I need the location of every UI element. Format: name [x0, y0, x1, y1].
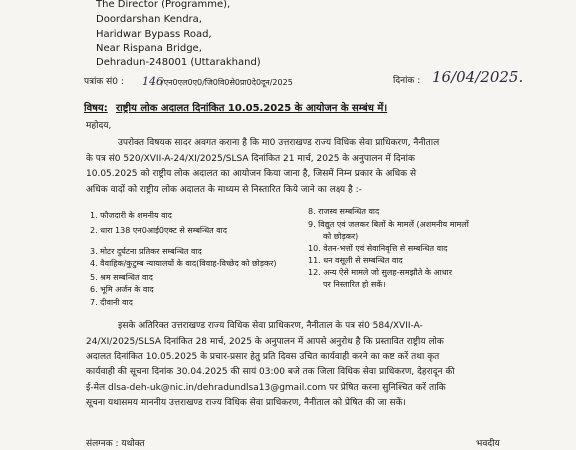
para2-line-5: ई-मेल dlsa-deh-uk@nic.in/dehradundlsa13@gmail.com पर प्रेषित करना सुनिश्चित करें ताकि [86, 383, 446, 393]
list-item-left-3: 3. मोटर दुर्घटना प्रतिकर सम्बन्धित वाद [90, 247, 202, 256]
subject-text: राष्ट्रीय लोक अदालत दिनांकित 10.05.2025 के आयोजन के सम्बंध में। [116, 103, 388, 114]
list-item-right-8: 8. राजस्व सम्बन्धित वाद [308, 207, 380, 216]
para2-line-2: 24/XI/2025/SLSA दिनांकित 28 मार्च, 2025 के अनुपालन में आपसे अनुरोध है कि प्रस्तावित राष्ट्रीय लोक [86, 337, 444, 347]
ref-number-handwritten: 146 [142, 75, 163, 88]
para1-line-3: 10.05.2025 को राष्ट्रीय लोक अदालत का आयोजन किया जाना है, जिसमें निम्न प्रकार के अधिक से [86, 169, 417, 179]
salutation: महोदय, [86, 121, 112, 131]
para1-line-2: के पत्र सं0 520/XVII-A-24/XI/2025/SLSA दिनांकित 21 मार्च, 2025 के अनुपालन में दिनांक [86, 154, 415, 164]
list-item-right-12-cont: पर निस्तारित हो सकें। [323, 280, 386, 289]
address-line-3: Haridwar Bypass Road, [96, 29, 212, 40]
list-item-left-5: 5. श्रम सम्बन्धित वाद [90, 273, 153, 282]
list-item-right-9-cont: को छोड़कर) [323, 232, 359, 241]
para1-line-4: अधिक वादों को राष्ट्रीय लोक अदालत के माध्यम से निस्तारित किये जाने का लक्ष्य है :- [86, 185, 362, 195]
para1-line-1: उपरोक्त विषयक सादर अवगत कराना है कि मा0 उत्तराखण्ड राज्य विधिक सेवा प्राधिकरण, नैनीताल [118, 138, 440, 148]
list-item-right-9: 9. विद्युत एवं जलकर बिलों के मामलें (अशमनीय मामलों [308, 220, 469, 229]
list-item-left-6: 6. भूमि अर्जन के वाद [90, 285, 154, 294]
address-line-1: The Director (Programme), [96, 0, 231, 10]
ref-number: /एन0एल0ए0/जि0वि0से0प्रा0दे0दून/2025 [161, 78, 293, 87]
address-line-2: Doordarshan Kendra, [96, 14, 202, 25]
date-label: दिनांक : [393, 76, 421, 86]
subject-label: विषय: [84, 103, 108, 114]
list-item-left-7: 7. दीवानी वाद [90, 298, 133, 307]
list-item-left-4: 4. वैवाहिक/कुटुम्ब न्यायालयों के वाद(विवाह-विच्छेद को छोड़कर) [90, 259, 277, 268]
list-item-right-12: 12. अन्य ऐसे मामले जो सुलह-समझौते के आधार [308, 268, 452, 277]
list-item-right-11: 11. धन वसूली से सम्बन्धित वाद [308, 256, 403, 265]
enclosure-label: संलग्नक : यथोक्त [86, 439, 145, 449]
para2-line-1: इसके अतिरिक्त उत्तराखण्ड राज्य विधिक सेवा प्राधिकरण, नैनीताल के पत्र सं0 584/XVII-A- [118, 321, 423, 331]
ref-label: पत्रांक सं0 : [84, 77, 124, 87]
list-item-right-10: 10. वेतन-भत्तों एवं सेवानिवृत्ति से सम्बन्धित वाद [308, 244, 448, 253]
signature-closing: भवदीय [476, 439, 500, 449]
list-item-left-2: 2. धारा 138 एन0आई0एक्ट से सम्बन्धित वाद [90, 226, 227, 235]
date-handwritten: 16/04/2025. [432, 68, 524, 86]
address-line-4: Near Rispana Bridge, [96, 43, 202, 54]
para2-line-6: सूचना यथासमय माननीय उत्तराखण्ड राज्य विधिक सेवा प्राधिकरण, नैनीताल को प्रेषित की जा सकें। [86, 398, 406, 408]
list-item-left-1: 1. फौजदारी के शमनीय वाद [90, 211, 172, 220]
para2-line-3: अदालत दिनांकित 10.05.2025 के प्रचार-प्रसार हेतु प्रति दिवस उचित कार्यवाही करने का कष्ट करें तथा कृत [86, 352, 440, 362]
para2-line-4: कार्यवाही की सूचना दिनांक 30.04.2025 की सायं 03:00 बजे तक जिला विधिक सेवा प्राधिकरण, देहरादून की [86, 367, 455, 377]
address-line-5: Dehradun-248001 (Uttarakhand) [96, 57, 261, 68]
